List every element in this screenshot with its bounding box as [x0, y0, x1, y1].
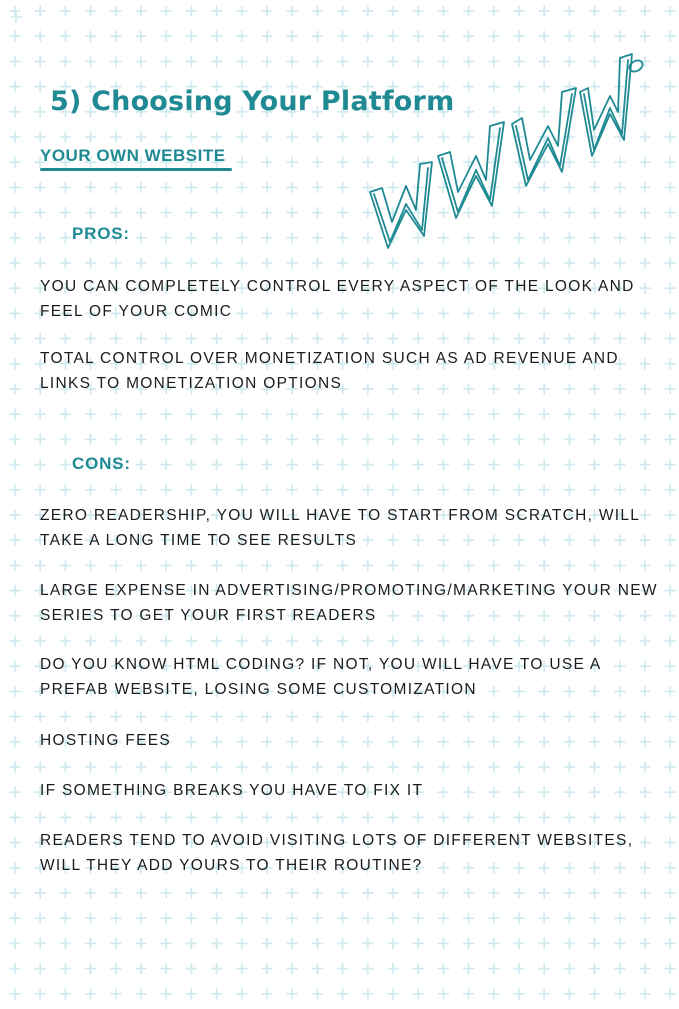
pro-item: TOTAL CONTROL OVER MONETIZATION SUCH AS AD REVENUE AND LINKS TO MONETIZATION OPTIONS — [40, 350, 619, 392]
con-item: LARGE EXPENSE IN ADVERTISING/PROMOTING/MARKETING YOUR NEW SERIES TO GET YOUR FIRST READERS — [40, 582, 658, 624]
www-sketch-icon — [366, 52, 646, 252]
pros-heading: PROS: — [72, 224, 130, 243]
con-item: IF SOMETHING BREAKS YOU HAVE TO FIX IT — [40, 782, 424, 799]
section-link-own-website[interactable]: YOUR OWN WEBSITE — [40, 146, 226, 165]
con-item: READERS TEND TO AVOID VISITING LOTS OF DIFFERENT WEBSITES, WILL THEY ADD YOURS TO THEIR ROUTINE? — [40, 832, 634, 874]
pro-item: YOU CAN COMPLETELY CONTROL EVERY ASPECT OF THE LOOK AND FEEL OF YOUR COMIC — [40, 278, 635, 320]
cons-heading: CONS: — [72, 454, 131, 473]
con-item: HOSTING FEES — [40, 732, 172, 749]
con-item: ZERO READERSHIP, YOU WILL HAVE TO START FROM SCRATCH, WILL TAKE A LONG TIME TO SEE RESULTS — [40, 507, 640, 549]
section-underline — [40, 168, 232, 171]
page-title: 5) Choosing Your Platform — [50, 86, 455, 117]
con-item: DO YOU KNOW HTML CODING? IF NOT, YOU WILL HAVE TO USE A PREFAB WEBSITE, LOSING SOME CUSTOMIZATION — [40, 656, 601, 698]
